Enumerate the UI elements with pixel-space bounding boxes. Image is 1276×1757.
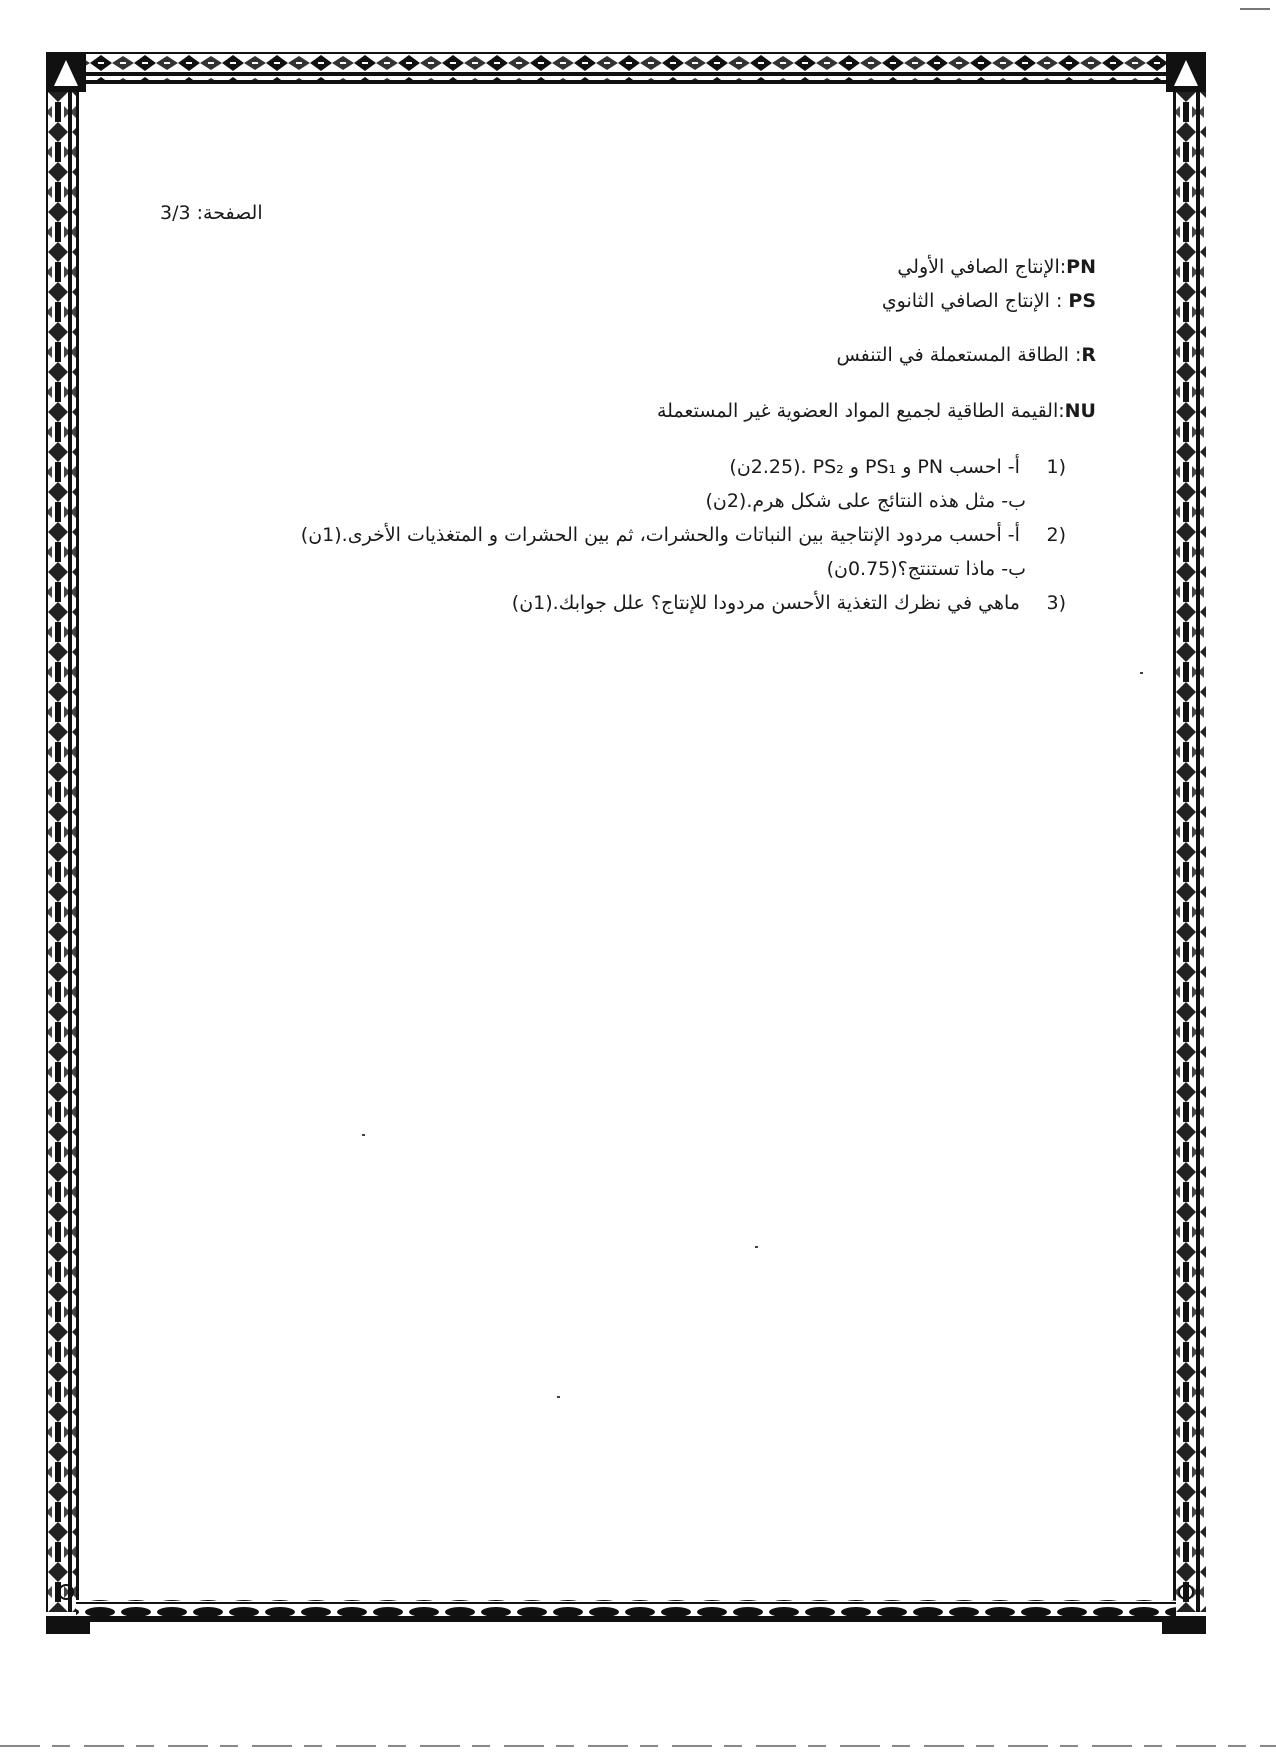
question-3	[512, 592, 1066, 614]
definition-r	[836, 344, 1096, 366]
question-1b	[705, 490, 1026, 512]
question-1a	[729, 456, 1066, 478]
scan-speck	[362, 1134, 365, 1136]
definition-pn	[897, 256, 1096, 278]
definition-text: : الإنتاج الصافي الثانوي	[881, 290, 1069, 312]
page-number: الصفحة: 3/3	[160, 202, 263, 224]
definition-nu	[657, 400, 1096, 422]
definition-text: :الإنتاج الصافي الأولي	[897, 256, 1067, 278]
scan-speck	[557, 1396, 560, 1398]
question-text: ماهي في نظرك التغذية الأحسن مردودا للإنتاج؟ علل جوابك.(1ن)	[511, 592, 1020, 614]
question-2a	[301, 524, 1066, 546]
scan-speck	[755, 1246, 758, 1248]
definition-abbr: PS	[1068, 290, 1096, 312]
definition-abbr: R	[1081, 344, 1096, 366]
question-number: (3	[1046, 592, 1066, 614]
scan-edge-line	[0, 1745, 1276, 1747]
definition-abbr: PN	[1066, 256, 1096, 278]
question-2b	[827, 558, 1026, 580]
definition-abbr: NU	[1064, 400, 1096, 422]
definition-text: : الطاقة المستعملة في التنفس	[836, 344, 1082, 366]
definition-text: :القيمة الطاقية لجميع المواد العضوية غير المستعملة	[656, 400, 1065, 422]
question-text: أ- احسب PN و PS₁ و PS₂ .(2.25ن)	[729, 456, 1020, 478]
question-text: ب- ماذا تستنتج؟(0.75ن)	[826, 558, 1026, 580]
question-text: ب- مثل هذه النتائج على شكل هرم.(2ن)	[705, 490, 1026, 512]
question-number: (2	[1046, 524, 1066, 546]
definition-ps	[882, 290, 1096, 312]
question-text: أ- أحسب مردود الإنتاجية بين النباتات والحشرات، ثم بين الحشرات و المتغذيات الأخرى.(1ن)	[300, 524, 1020, 546]
scan-speck	[1140, 672, 1143, 674]
question-number: (1	[1046, 456, 1066, 478]
